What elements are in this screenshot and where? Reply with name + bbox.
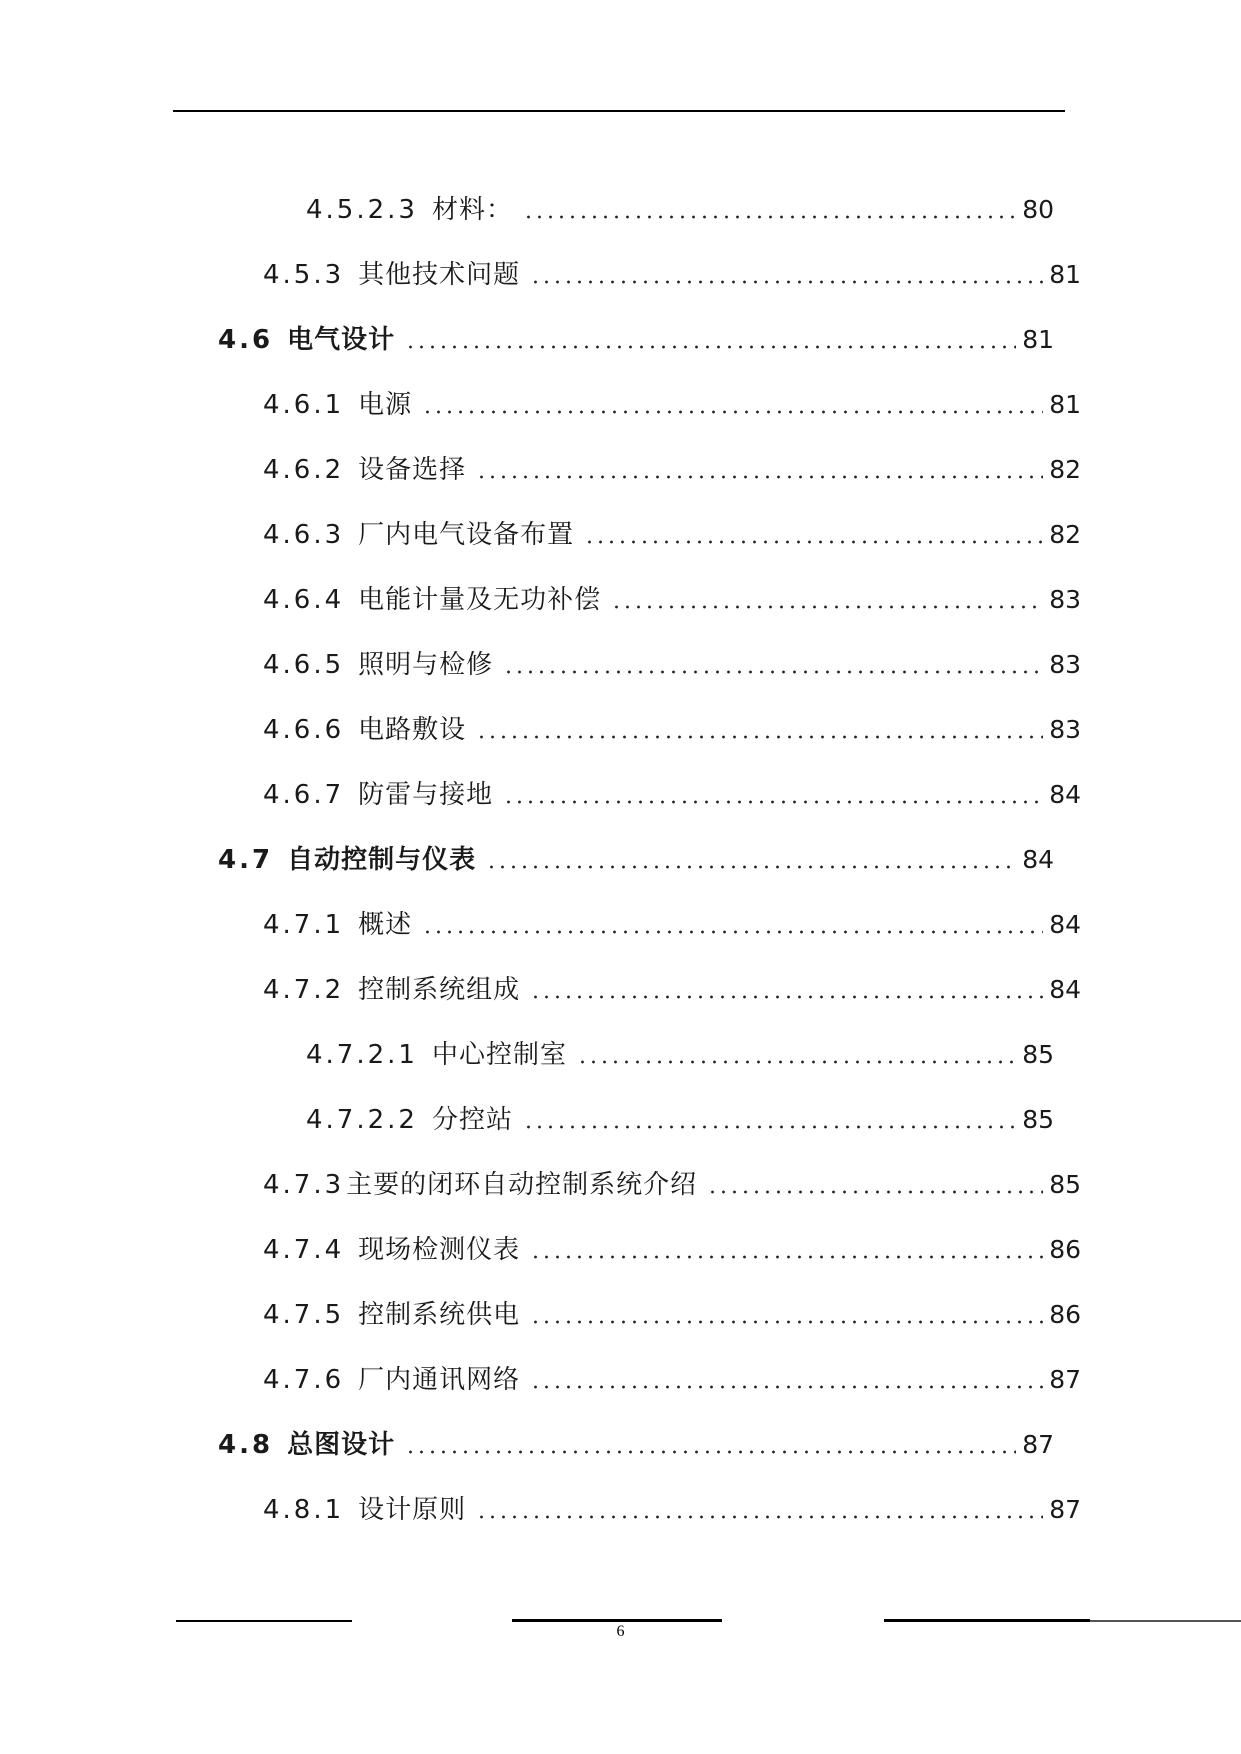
footer-rule	[884, 1619, 1090, 1622]
dot-leader	[707, 1190, 1043, 1194]
toc-entry-page: 87	[1049, 1495, 1081, 1524]
toc-entry[interactable]	[263, 970, 1081, 1010]
dot-leader	[476, 735, 1043, 739]
toc-entry[interactable]	[306, 1035, 1054, 1075]
toc-entry[interactable]	[263, 905, 1081, 945]
toc-entry-number: 4.7.2.1	[306, 1040, 418, 1070]
toc-entry-page: 83	[1049, 715, 1081, 744]
dot-leader	[503, 670, 1043, 674]
dot-leader	[584, 540, 1043, 544]
toc-entry-page: 84	[1049, 780, 1081, 809]
toc-entry-number: 4.6	[218, 325, 274, 355]
toc-entry-number: 4.6.3	[263, 520, 345, 550]
toc-entry-page: 86	[1049, 1300, 1081, 1329]
toc-entry-title: 控制系统供电	[358, 1300, 521, 1330]
toc-entry-title: 控制系统组成	[358, 975, 521, 1005]
dot-leader	[405, 1450, 1016, 1454]
dot-leader	[503, 800, 1043, 804]
dot-leader	[486, 865, 1016, 869]
dot-leader	[422, 930, 1043, 934]
toc-entry-page: 82	[1049, 520, 1081, 549]
dot-leader	[523, 215, 1016, 219]
toc-entry-title: 现场检测仪表	[358, 1235, 521, 1265]
dot-leader	[577, 1060, 1016, 1064]
toc-entry-title: 总图设计	[287, 1430, 396, 1460]
toc-entry-page: 85	[1049, 1170, 1081, 1199]
toc-entry[interactable]	[306, 1100, 1054, 1140]
toc-entry-page: 84	[1049, 910, 1081, 939]
dot-leader	[530, 280, 1043, 284]
toc-entry-number: 4.5.2.3	[306, 195, 418, 225]
toc-entry[interactable]	[263, 1295, 1081, 1335]
toc-entry-number: 4.6.4	[263, 585, 345, 615]
toc-entry-page: 83	[1049, 650, 1081, 679]
toc-entry[interactable]	[263, 580, 1081, 620]
toc-entry[interactable]	[263, 645, 1081, 685]
toc-entry-page: 80	[1022, 195, 1054, 224]
toc-entry[interactable]	[218, 320, 1054, 360]
toc-entry-number: 4.7.4	[263, 1235, 345, 1265]
toc-entry-title: 设备选择	[358, 455, 467, 485]
toc-entry-page: 84	[1022, 845, 1054, 874]
toc-entry-title: 电源	[358, 390, 413, 420]
dot-leader	[476, 1515, 1043, 1519]
toc-entry[interactable]	[263, 1490, 1081, 1530]
toc-entry-number: 4.6.5	[263, 650, 345, 680]
toc-entry[interactable]	[306, 190, 1054, 230]
toc-entry-number: 4.5.3	[263, 260, 345, 290]
toc-entry-number: 4.7.5	[263, 1300, 345, 1330]
toc-entry[interactable]	[263, 255, 1081, 295]
toc-entry-title: 厂内电气设备布置	[358, 520, 575, 550]
toc-entry-number: 4.6.1	[263, 390, 345, 420]
toc-entry-page: 87	[1049, 1365, 1081, 1394]
toc-entry[interactable]	[218, 840, 1054, 880]
dot-leader	[530, 1320, 1043, 1324]
toc-entry[interactable]	[263, 1165, 1081, 1205]
toc-entry[interactable]	[263, 450, 1081, 490]
toc-entry-page: 85	[1022, 1105, 1054, 1134]
dot-leader	[476, 475, 1043, 479]
header-rule	[173, 110, 1065, 112]
toc-entry-title: 概述	[358, 910, 413, 940]
toc-entry-page: 81	[1022, 325, 1054, 354]
toc-entry-title: 电路敷设	[358, 715, 467, 745]
page-number: 6	[616, 1623, 625, 1640]
toc-entry-title: 材料：	[431, 195, 513, 225]
toc-entry-number: 4.7.2.2	[306, 1105, 418, 1135]
toc-entry-page: 84	[1049, 975, 1081, 1004]
toc-entry-number: 4.8.1	[263, 1495, 345, 1525]
footer-rule	[176, 1620, 352, 1622]
toc-entry-number: 4.8	[218, 1430, 274, 1460]
toc-entry-title: 主要的闭环自动控制系统介绍	[346, 1170, 698, 1200]
dot-leader	[523, 1125, 1016, 1129]
dot-leader	[530, 995, 1043, 999]
toc-entry[interactable]	[263, 515, 1081, 555]
toc-entry-page: 87	[1022, 1430, 1054, 1459]
toc-entry[interactable]	[263, 710, 1081, 750]
toc-entry-number: 4.6.2	[263, 455, 345, 485]
toc-entry-number: 4.7.1	[263, 910, 345, 940]
toc-entry-number: 4.6.7	[263, 780, 345, 810]
toc-entry-number: 4.7	[218, 845, 274, 875]
toc-entry[interactable]	[263, 385, 1081, 425]
dot-leader	[405, 345, 1016, 349]
dot-leader	[611, 605, 1043, 609]
toc-entry-number: 4.7.3	[263, 1170, 345, 1200]
dot-leader	[530, 1385, 1043, 1389]
toc-entry[interactable]	[263, 1230, 1081, 1270]
toc-entry-page: 86	[1049, 1235, 1081, 1264]
toc-entry-title: 厂内通讯网络	[358, 1365, 521, 1395]
toc-entry-title: 自动控制与仪表	[287, 845, 477, 875]
toc-entry-title: 其他技术问题	[358, 260, 521, 290]
toc-entry-title: 照明与检修	[358, 650, 494, 680]
toc-entry-title: 设计原则	[358, 1495, 467, 1525]
toc-entry-title: 电气设计	[287, 325, 396, 355]
toc-entry[interactable]	[263, 1360, 1081, 1400]
toc-entry-title: 中心控制室	[431, 1040, 567, 1070]
toc-entry[interactable]	[263, 775, 1081, 815]
toc-entry[interactable]	[218, 1425, 1054, 1465]
footer-rule	[512, 1619, 722, 1622]
toc-entry-page: 83	[1049, 585, 1081, 614]
toc-entry-title: 电能计量及无功补偿	[358, 585, 602, 615]
toc-entry-number: 4.7.2	[263, 975, 345, 1005]
toc-entry-title: 防雷与接地	[358, 780, 494, 810]
dot-leader	[422, 410, 1043, 414]
toc-entry-title: 分控站	[431, 1105, 513, 1135]
footer-rule	[1090, 1620, 1241, 1622]
toc-entry-page: 81	[1049, 390, 1081, 419]
toc-entry-page: 82	[1049, 455, 1081, 484]
toc-entry-page: 81	[1049, 260, 1081, 289]
dot-leader	[530, 1255, 1043, 1259]
toc-entry-number: 4.7.6	[263, 1365, 345, 1395]
toc-entry-number: 4.6.6	[263, 715, 345, 745]
toc-entry-page: 85	[1022, 1040, 1054, 1069]
